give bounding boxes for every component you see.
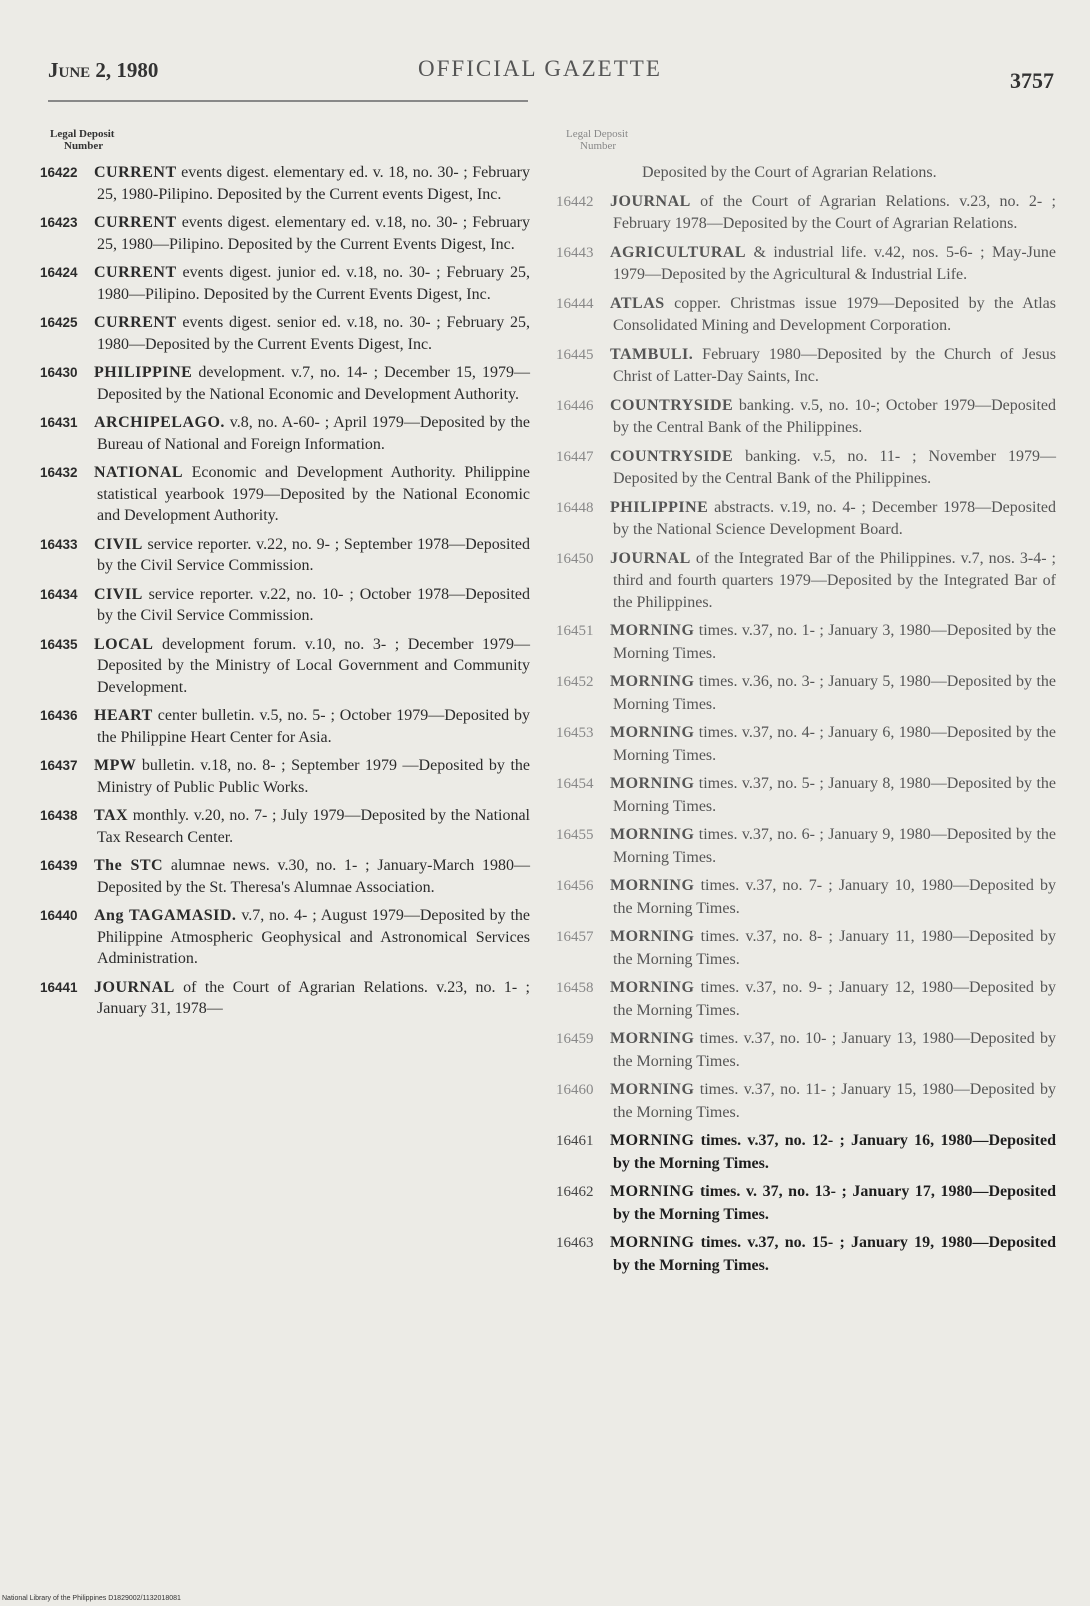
- deposit-entry: [556, 1181, 1056, 1225]
- column-heading-line2: Number: [580, 140, 617, 152]
- entry-heading: MORNING: [610, 1030, 695, 1047]
- entry-heading: Ang TAGAMASID.: [94, 907, 237, 924]
- entry-text: of the Court of Agrarian Relations. v.23, no. 1- ; January 31, 1978—: [97, 978, 530, 1017]
- entry-heading: PHILIPPINE: [94, 364, 193, 381]
- entry-heading: PHILIPPINE: [610, 498, 709, 516]
- deposit-number: 16423: [40, 215, 78, 230]
- deposit-number: 16457: [556, 929, 594, 945]
- column-heading-line1: Legal Deposit: [566, 128, 629, 140]
- deposit-entry: [556, 1028, 1056, 1072]
- left-entry-list: [40, 162, 530, 1020]
- deposit-number: 16439: [40, 858, 78, 873]
- entry-text: times. v.37, no. 10- ; January 13, 1980—Deposited by the Morning Times.: [613, 1030, 1056, 1070]
- deposit-entry: [556, 875, 1056, 919]
- deposit-entry: [40, 162, 530, 205]
- entry-text: center bulletin. v.5, no. 5- ; October 1979—Deposited by the Philippine Heart Center for Asia.: [97, 707, 530, 746]
- deposit-number: 16424: [40, 265, 78, 280]
- deposit-number: 16445: [556, 346, 594, 363]
- entry-text: events digest. elementary ed. v. 18, no. 30- ; February 25, 1980-Pilipino. Deposited by the Current events Digest, Inc.: [97, 164, 530, 203]
- column-heading: [566, 128, 1056, 152]
- entry-text: times. v. 37, no. 13- ; January 17, 1980—Deposited by the Morning Times.: [613, 1183, 1056, 1223]
- entry-heading: MORNING: [610, 877, 695, 894]
- deposit-number: 16430: [40, 365, 78, 380]
- page-number: 3757: [1010, 68, 1054, 93]
- deposit-entry: [40, 312, 530, 355]
- entry-text: Economic and Development Authority. Philippine statistical yearbook 1979—Deposited by the National Economic and Development Authority.: [97, 464, 530, 524]
- deposit-entry: [556, 191, 1056, 235]
- deposit-entry: [556, 548, 1056, 614]
- publication-title: OFFICIAL GAZETTE: [418, 56, 662, 81]
- deposit-number: 16443: [556, 244, 594, 261]
- entry-heading: MORNING: [610, 724, 695, 741]
- entry-text: banking. v.5, no. 11- ; November 1979—Deposited by the Central Bank of the Philippines.: [613, 447, 1056, 487]
- deposit-entry: [556, 446, 1056, 490]
- entry-text: alumnae news. v.30, no. 1- ; January-March 1980—Deposited by the St. Theresa's Alumnae Association.: [97, 857, 531, 896]
- deposit-number: 16442: [556, 193, 594, 210]
- deposit-number: 16425: [40, 315, 78, 330]
- entry-text: events digest. senior ed. v.18, no. 30- ; February 25, 1980—Deposited by the Current Events Digest, Inc.: [97, 314, 530, 353]
- entry-heading: JOURNAL: [610, 192, 691, 210]
- entry-heading: MORNING: [610, 928, 695, 945]
- left-column: [40, 128, 530, 1027]
- entry-text: events digest. elementary ed. v.18, no. 30- ; February 25, 1980—Pilipino. Deposited by the Current Events Digest, Inc.: [97, 214, 530, 253]
- entry-text: times. v.37, no. 7- ; January 10, 1980—Deposited by the Morning Times.: [613, 877, 1056, 917]
- entry-text: times. v.37, no. 6- ; January 9, 1980—Deposited by the Morning Times.: [613, 826, 1056, 866]
- entry-heading: ATLAS: [610, 294, 665, 312]
- entry-text: times. v.37, no. 8- ; January 11, 1980—Deposited by the Morning Times.: [613, 928, 1056, 968]
- entry-text: times. v.37, no. 11- ; January 15, 1980—Deposited by the Morning Times.: [613, 1081, 1056, 1121]
- deposit-number: 16435: [40, 636, 78, 652]
- entry-text: v.7, no. 4- ; August 1979—Deposited by the Philippine Atmospheric Geophysical and Astronomical Services Administration.: [97, 907, 531, 967]
- deposit-number: 16432: [40, 465, 78, 480]
- entry-heading: MORNING: [610, 673, 695, 690]
- entry-heading: MORNING: [610, 1183, 695, 1200]
- column-heading-line1: Legal Deposit: [50, 128, 115, 140]
- issue-date: June 2, 1980: [48, 58, 159, 82]
- entry-text: monthly. v.20, no. 7- ; July 1979—Deposited by the National Tax Research Center.: [97, 807, 530, 846]
- deposit-number: 16460: [556, 1082, 594, 1098]
- header-rule: [48, 100, 528, 102]
- deposit-number: 16436: [40, 708, 78, 723]
- entry-text: service reporter. v.22, no. 10- ; October 1978—Deposited by the Civil Service Commission.: [97, 585, 530, 624]
- entry-heading: ARCHIPELAGO.: [94, 414, 225, 431]
- scan-footer: National Library of the Philippines D1829002/1132018081: [2, 1595, 181, 1602]
- deposit-entry: [556, 977, 1056, 1021]
- entry-text: of the Court of Agrarian Relations. v.23, no. 2- ; February 1978—Deposited by the Court of Agrarian Relations.: [613, 192, 1056, 232]
- entry-text: service reporter. v.22, no. 9- ; September 1978—Deposited by the Civil Service Commission.: [97, 535, 530, 574]
- column-heading: [50, 128, 530, 152]
- deposit-number: 16458: [556, 980, 594, 996]
- deposit-number: 16438: [40, 808, 78, 823]
- deposit-number: 16459: [556, 1031, 594, 1047]
- deposit-entry: [40, 805, 530, 848]
- entry-heading: MORNING: [610, 1234, 695, 1251]
- deposit-number: 16448: [556, 499, 594, 516]
- deposit-entry: [40, 977, 530, 1020]
- deposit-entry: [556, 671, 1056, 715]
- entry-heading: HEART: [94, 707, 153, 724]
- entry-heading: JOURNAL: [610, 549, 691, 567]
- deposit-number: 16441: [40, 979, 78, 995]
- deposit-entry: [40, 462, 530, 527]
- deposit-number: 16434: [40, 586, 78, 602]
- deposit-entry: [40, 705, 530, 748]
- deposit-number: 16440: [40, 908, 78, 923]
- deposit-entry: [40, 855, 530, 898]
- entry-text: development forum. v.10, no. 3- ; December 1979—Deposited by the Ministry of Local Government and Community Development.: [97, 635, 530, 696]
- entry-text: events digest. junior ed. v.18, no. 30- ; February 25, 1980—Pilipino. Deposited by the Current Events Digest, Inc.: [97, 264, 530, 303]
- deposit-number: 16451: [556, 623, 594, 639]
- entry-heading: CIVIL: [94, 585, 143, 603]
- deposit-number: 16433: [40, 536, 78, 552]
- entry-text: times. v.36, no. 3- ; January 5, 1980—Deposited by the Morning Times.: [613, 673, 1056, 713]
- deposit-entry: [556, 773, 1056, 817]
- deposit-entry: [556, 824, 1056, 868]
- entry-text: times. v.37, no. 1- ; January 3, 1980—Deposited by the Morning Times.: [613, 622, 1056, 662]
- entry-heading: MORNING: [610, 1132, 695, 1149]
- deposit-entry: [40, 362, 530, 405]
- deposit-entry: [556, 395, 1056, 439]
- entry-text: February 1980—Deposited by the Church of Jesus Christ of Latter-Day Saints, Inc.: [613, 345, 1056, 385]
- deposit-number: 16431: [40, 415, 78, 430]
- page-header: [48, 52, 1054, 92]
- deposit-entry: [556, 293, 1056, 337]
- entry-heading: CURRENT: [94, 314, 177, 331]
- entry-text: v.8, no. A-60- ; April 1979—Deposited by the Bureau of National and Foreign Information.: [97, 414, 530, 453]
- deposit-entry: [40, 262, 530, 305]
- deposit-number: 16446: [556, 397, 594, 414]
- entry-heading: MORNING: [610, 1081, 695, 1098]
- entry-heading: CURRENT: [94, 214, 177, 231]
- deposit-entry: [40, 755, 530, 798]
- entry-heading: MORNING: [610, 979, 695, 996]
- continued-entry-text: Deposited by the Court of Agrarian Relations.: [642, 164, 937, 181]
- entry-heading: TAMBULI.: [610, 345, 694, 363]
- deposit-entry: [40, 212, 530, 255]
- deposit-number: 16422: [40, 165, 78, 180]
- deposit-number: 16444: [556, 295, 594, 312]
- deposit-entry: [556, 497, 1056, 541]
- deposit-number: 16450: [556, 550, 594, 567]
- entry-heading: COUNTRYSIDE: [610, 447, 734, 465]
- deposit-number: 16456: [556, 878, 594, 894]
- deposit-entry: [556, 1232, 1056, 1276]
- entry-heading: MORNING: [610, 826, 695, 843]
- deposit-number: 16461: [556, 1133, 594, 1149]
- deposit-entry: [40, 905, 530, 970]
- entry-heading: CIVIL: [94, 535, 143, 553]
- entry-text: times. v.37, no. 12- ; January 16, 1980—Deposited by the Morning Times.: [613, 1132, 1056, 1172]
- entry-text: banking. v.5, no. 10-; October 1979—Deposited by the Central Bank of the Philippines.: [613, 396, 1056, 436]
- deposit-number: 16455: [556, 827, 594, 843]
- entry-text: copper. Christmas issue 1979—Deposited by the Atlas Consolidated Mining and Development Corporation.: [613, 294, 1056, 334]
- deposit-entry: [556, 1079, 1056, 1123]
- deposit-number: 16453: [556, 725, 594, 741]
- deposit-entry: [40, 534, 530, 577]
- entry-text: times. v.37, no. 4- ; January 6, 1980—Deposited by the Morning Times.: [613, 724, 1056, 764]
- entry-heading: NATIONAL: [94, 464, 184, 481]
- deposit-entry: [556, 1130, 1056, 1174]
- deposit-number: 16447: [556, 448, 594, 465]
- entry-text: times. v.37, no. 15- ; January 19, 1980—Deposited by the Morning Times.: [613, 1234, 1056, 1274]
- deposit-entry: [556, 722, 1056, 766]
- deposit-entry: [556, 242, 1056, 286]
- deposit-number: 16462: [556, 1184, 594, 1200]
- entry-heading: AGRICULTURAL: [610, 243, 747, 261]
- entry-text: bulletin. v.18, no. 8- ; September 1979 —Deposited by the Ministry of Public Public Works.: [97, 757, 530, 796]
- entry-heading: MORNING: [610, 775, 695, 792]
- deposit-entry: [40, 412, 530, 455]
- deposit-number: 16454: [556, 776, 594, 792]
- entry-heading: TAX: [94, 807, 129, 824]
- deposit-entry: [556, 926, 1056, 970]
- entry-text: & industrial life. v.42, nos. 5-6- ; May-June 1979—Deposited by the Agricultural & Industrial Life.: [613, 243, 1056, 283]
- deposit-entry: [40, 634, 530, 699]
- deposit-entry: [556, 344, 1056, 388]
- entry-heading: JOURNAL: [94, 978, 175, 996]
- deposit-entry: [40, 584, 530, 627]
- entry-heading: MORNING: [610, 622, 695, 639]
- entry-heading: COUNTRYSIDE: [610, 396, 734, 414]
- entry-text: development. v.7, no. 14- ; December 15, 1979—Deposited by the National Economic and Development Authority.: [97, 364, 530, 403]
- entry-heading: CURRENT: [94, 164, 177, 181]
- entry-heading: MPW: [94, 757, 137, 774]
- right-column: [556, 128, 1056, 1283]
- deposit-number: 16463: [556, 1235, 594, 1251]
- entry-heading: The STC: [94, 857, 164, 874]
- entry-heading: CURRENT: [94, 264, 177, 281]
- deposit-number: 16452: [556, 674, 594, 690]
- deposit-number: 16437: [40, 758, 78, 773]
- entry-text: abstracts. v.19, no. 4- ; December 1978—Deposited by the National Science Development Board.: [613, 498, 1056, 538]
- column-heading-line2: Number: [64, 140, 104, 152]
- entry-text: of the Integrated Bar of the Philippines. v.7, nos. 3-4- ; third and fourth quarters 1979—Deposited by the Integrated Bar of the Philippines.: [613, 549, 1056, 611]
- right-entry-list: [556, 191, 1056, 1277]
- entry-text: times. v.37, no. 5- ; January 8, 1980—Deposited by the Morning Times.: [613, 775, 1056, 815]
- entry-heading: LOCAL: [94, 635, 154, 653]
- entry-text: times. v.37, no. 9- ; January 12, 1980—Deposited by the Morning Times.: [613, 979, 1056, 1019]
- deposit-entry: [556, 620, 1056, 664]
